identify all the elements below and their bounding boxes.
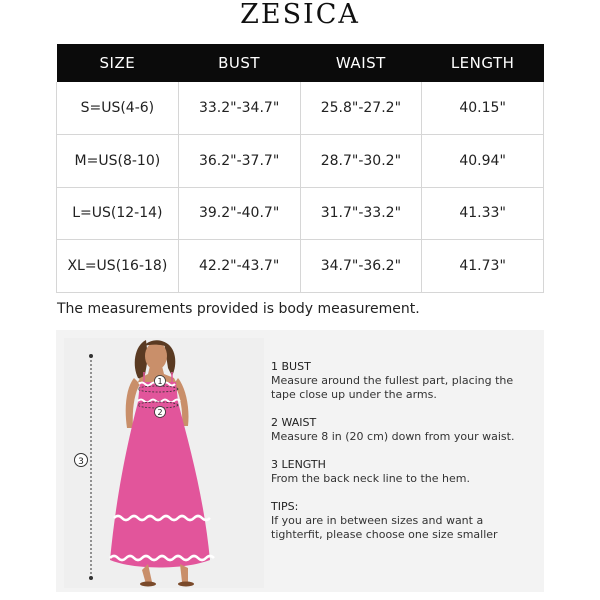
- marker-2-label: 2: [157, 408, 163, 417]
- measurement-note: The measurements provided is body measurement.: [57, 301, 420, 317]
- header-bust: BUST: [178, 44, 300, 82]
- dress-skirt: [110, 402, 210, 568]
- waist-title: 2 WAIST: [271, 416, 317, 429]
- bust-instruction: [271, 360, 531, 402]
- brand-logo: ZESICA: [240, 0, 360, 30]
- cell-length: 41.73": [422, 240, 544, 293]
- length-line-bottom: [89, 576, 93, 580]
- marker-1-label: 1: [157, 377, 163, 386]
- length-text: From the back neck line to the hem.: [271, 472, 470, 485]
- length-line-top: [89, 354, 93, 358]
- model-photo: [64, 338, 264, 588]
- table-header-row: [57, 44, 544, 82]
- cell-length: 40.94": [422, 135, 544, 188]
- right-sandal: [178, 582, 194, 587]
- header-waist: WAIST: [300, 44, 422, 82]
- cell-size: XL=US(16-18): [57, 240, 179, 293]
- cell-waist: 28.7"-30.2": [300, 135, 422, 188]
- tips-text: If you are in between sizes and want a tighterfit, please choose one size smaller: [271, 514, 498, 541]
- cell-bust: 36.2"-37.7": [178, 135, 300, 188]
- table-row: [57, 240, 544, 293]
- header-size: SIZE: [57, 44, 179, 82]
- cell-size: M=US(8-10): [57, 135, 179, 188]
- cell-length: 40.15": [422, 82, 544, 135]
- tips-block: [271, 500, 531, 542]
- cell-bust: 42.2"-43.7": [178, 240, 300, 293]
- table-row: [57, 82, 544, 135]
- header-length: LENGTH: [422, 44, 544, 82]
- table-row: [57, 187, 544, 240]
- measure-guide-panel: [56, 330, 544, 592]
- size-chart-table: [56, 44, 544, 293]
- right-leg: [180, 564, 188, 584]
- head: [145, 342, 167, 370]
- cell-waist: 31.7"-33.2": [300, 187, 422, 240]
- cell-length: 41.33": [422, 187, 544, 240]
- cell-waist: 34.7"-36.2": [300, 240, 422, 293]
- length-instruction: [271, 458, 531, 486]
- table-row: [57, 135, 544, 188]
- length-title: 3 LENGTH: [271, 458, 326, 471]
- bust-title: 1 BUST: [271, 360, 311, 373]
- tips-title: TIPS:: [271, 500, 299, 513]
- dress-illustration: [64, 338, 264, 588]
- cell-bust: 33.2"-34.7": [178, 82, 300, 135]
- left-sandal: [140, 582, 156, 587]
- cell-size: S=US(4-6): [57, 82, 179, 135]
- waist-instruction: [271, 416, 531, 444]
- measurement-instructions: [271, 360, 531, 556]
- marker-3-label: 3: [78, 457, 84, 467]
- cell-waist: 25.8"-27.2": [300, 82, 422, 135]
- cell-size: L=US(12-14): [57, 187, 179, 240]
- cell-bust: 39.2"-40.7": [178, 187, 300, 240]
- waist-text: Measure 8 in (20 cm) down from your waist.: [271, 430, 515, 443]
- bust-text: Measure around the fullest part, placing the tape close up under the arms.: [271, 374, 514, 401]
